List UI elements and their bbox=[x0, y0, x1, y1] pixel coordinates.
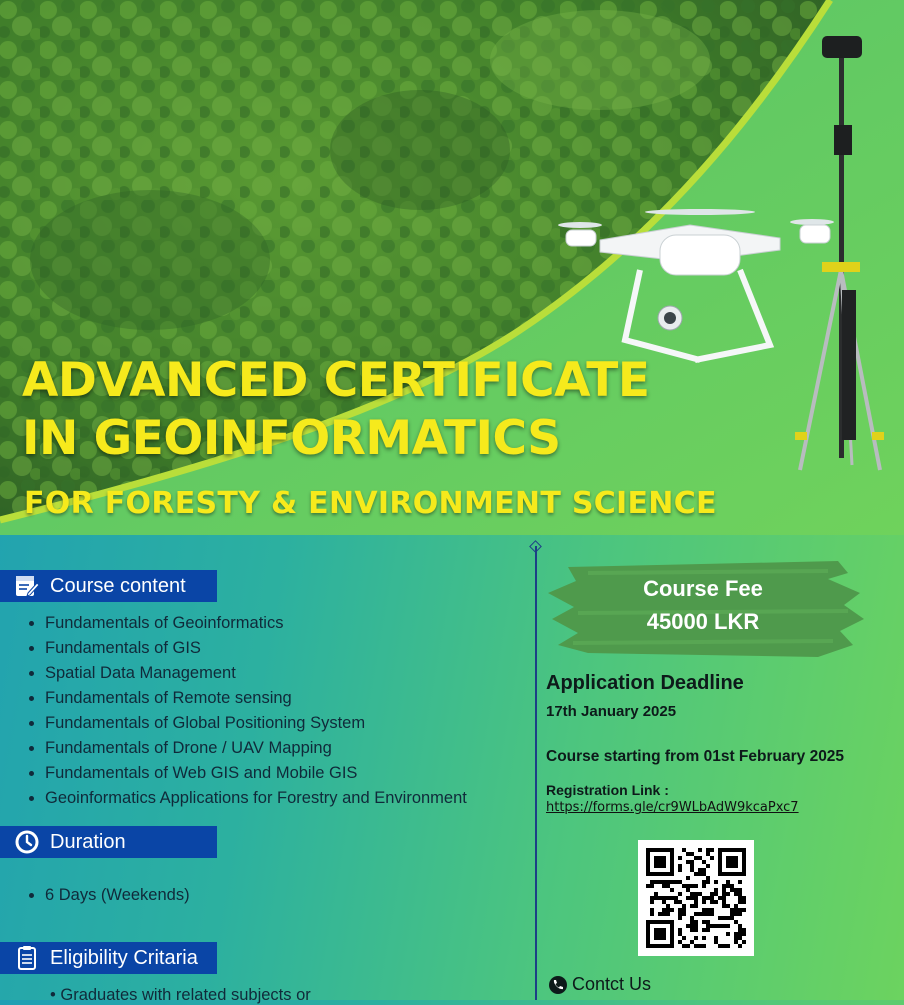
list-item: • Fundamentals of Remote sensing bbox=[45, 686, 467, 711]
list-item: • Fundamentals of Web GIS and Mobile GIS bbox=[45, 761, 467, 786]
document-edit-icon bbox=[12, 571, 42, 601]
column-divider bbox=[535, 546, 537, 1000]
list-item: • Fundamentals of Global Positioning System bbox=[45, 711, 467, 736]
contact-label: Contct Us bbox=[572, 974, 652, 994]
qr-code[interactable] bbox=[638, 840, 754, 956]
course-start-date: Course starting from 01st February 2025 bbox=[546, 748, 845, 765]
title-line-1: ADVANCED CERTIFICATE bbox=[22, 353, 650, 408]
eligibility-label: Eligibility Critaria bbox=[50, 946, 198, 969]
qr-code-image bbox=[638, 840, 754, 956]
eligibility-heading bbox=[0, 942, 217, 974]
divider-marker bbox=[529, 540, 542, 553]
registration-label: Registration Link : bbox=[546, 782, 669, 798]
eligibility-item: • Graduates with related subjects or bbox=[50, 986, 311, 1004]
list-item: • Fundamentals of GIS bbox=[45, 636, 467, 661]
course-content-label: Course content bbox=[50, 574, 186, 597]
course-content-list bbox=[28, 611, 467, 811]
list-item: • 6 Days (Weekends) bbox=[45, 883, 190, 908]
eligibility-item-text: Graduates with related subjects or bbox=[60, 986, 311, 1004]
page-subtitle: FOR FORESTY & ENVIRONMENT SCIENCE bbox=[24, 486, 717, 521]
duration-list bbox=[28, 883, 190, 908]
phone-icon bbox=[548, 975, 568, 995]
title-line-2: IN GEOINFORMATICS bbox=[22, 411, 561, 466]
duration-heading bbox=[0, 826, 217, 858]
course-fee-amount: 45000 LKR bbox=[646, 609, 760, 634]
registration-link[interactable]: https://forms.gle/cr9WLbAdW9kcaPxc7 bbox=[546, 800, 799, 815]
list-item: • Fundamentals of Geoinformatics bbox=[45, 611, 467, 636]
list-item: • Geoinformatics Applications for Forestry and Environment bbox=[45, 786, 467, 811]
duration-label: Duration bbox=[50, 830, 126, 853]
contact-us[interactable] bbox=[548, 974, 651, 995]
list-item: • Fundamentals of Drone / UAV Mapping bbox=[45, 736, 467, 761]
page-title bbox=[22, 352, 649, 468]
clock-icon bbox=[12, 827, 42, 857]
course-content-heading bbox=[0, 570, 217, 602]
deadline-date: 17th January 2025 bbox=[546, 703, 677, 720]
list-item: • Spatial Data Management bbox=[45, 661, 467, 686]
deadline-heading: Application Deadline bbox=[546, 672, 744, 694]
clipboard-list-icon bbox=[12, 943, 42, 973]
course-fee-label: Course Fee bbox=[643, 576, 763, 601]
course-fee bbox=[578, 572, 828, 638]
